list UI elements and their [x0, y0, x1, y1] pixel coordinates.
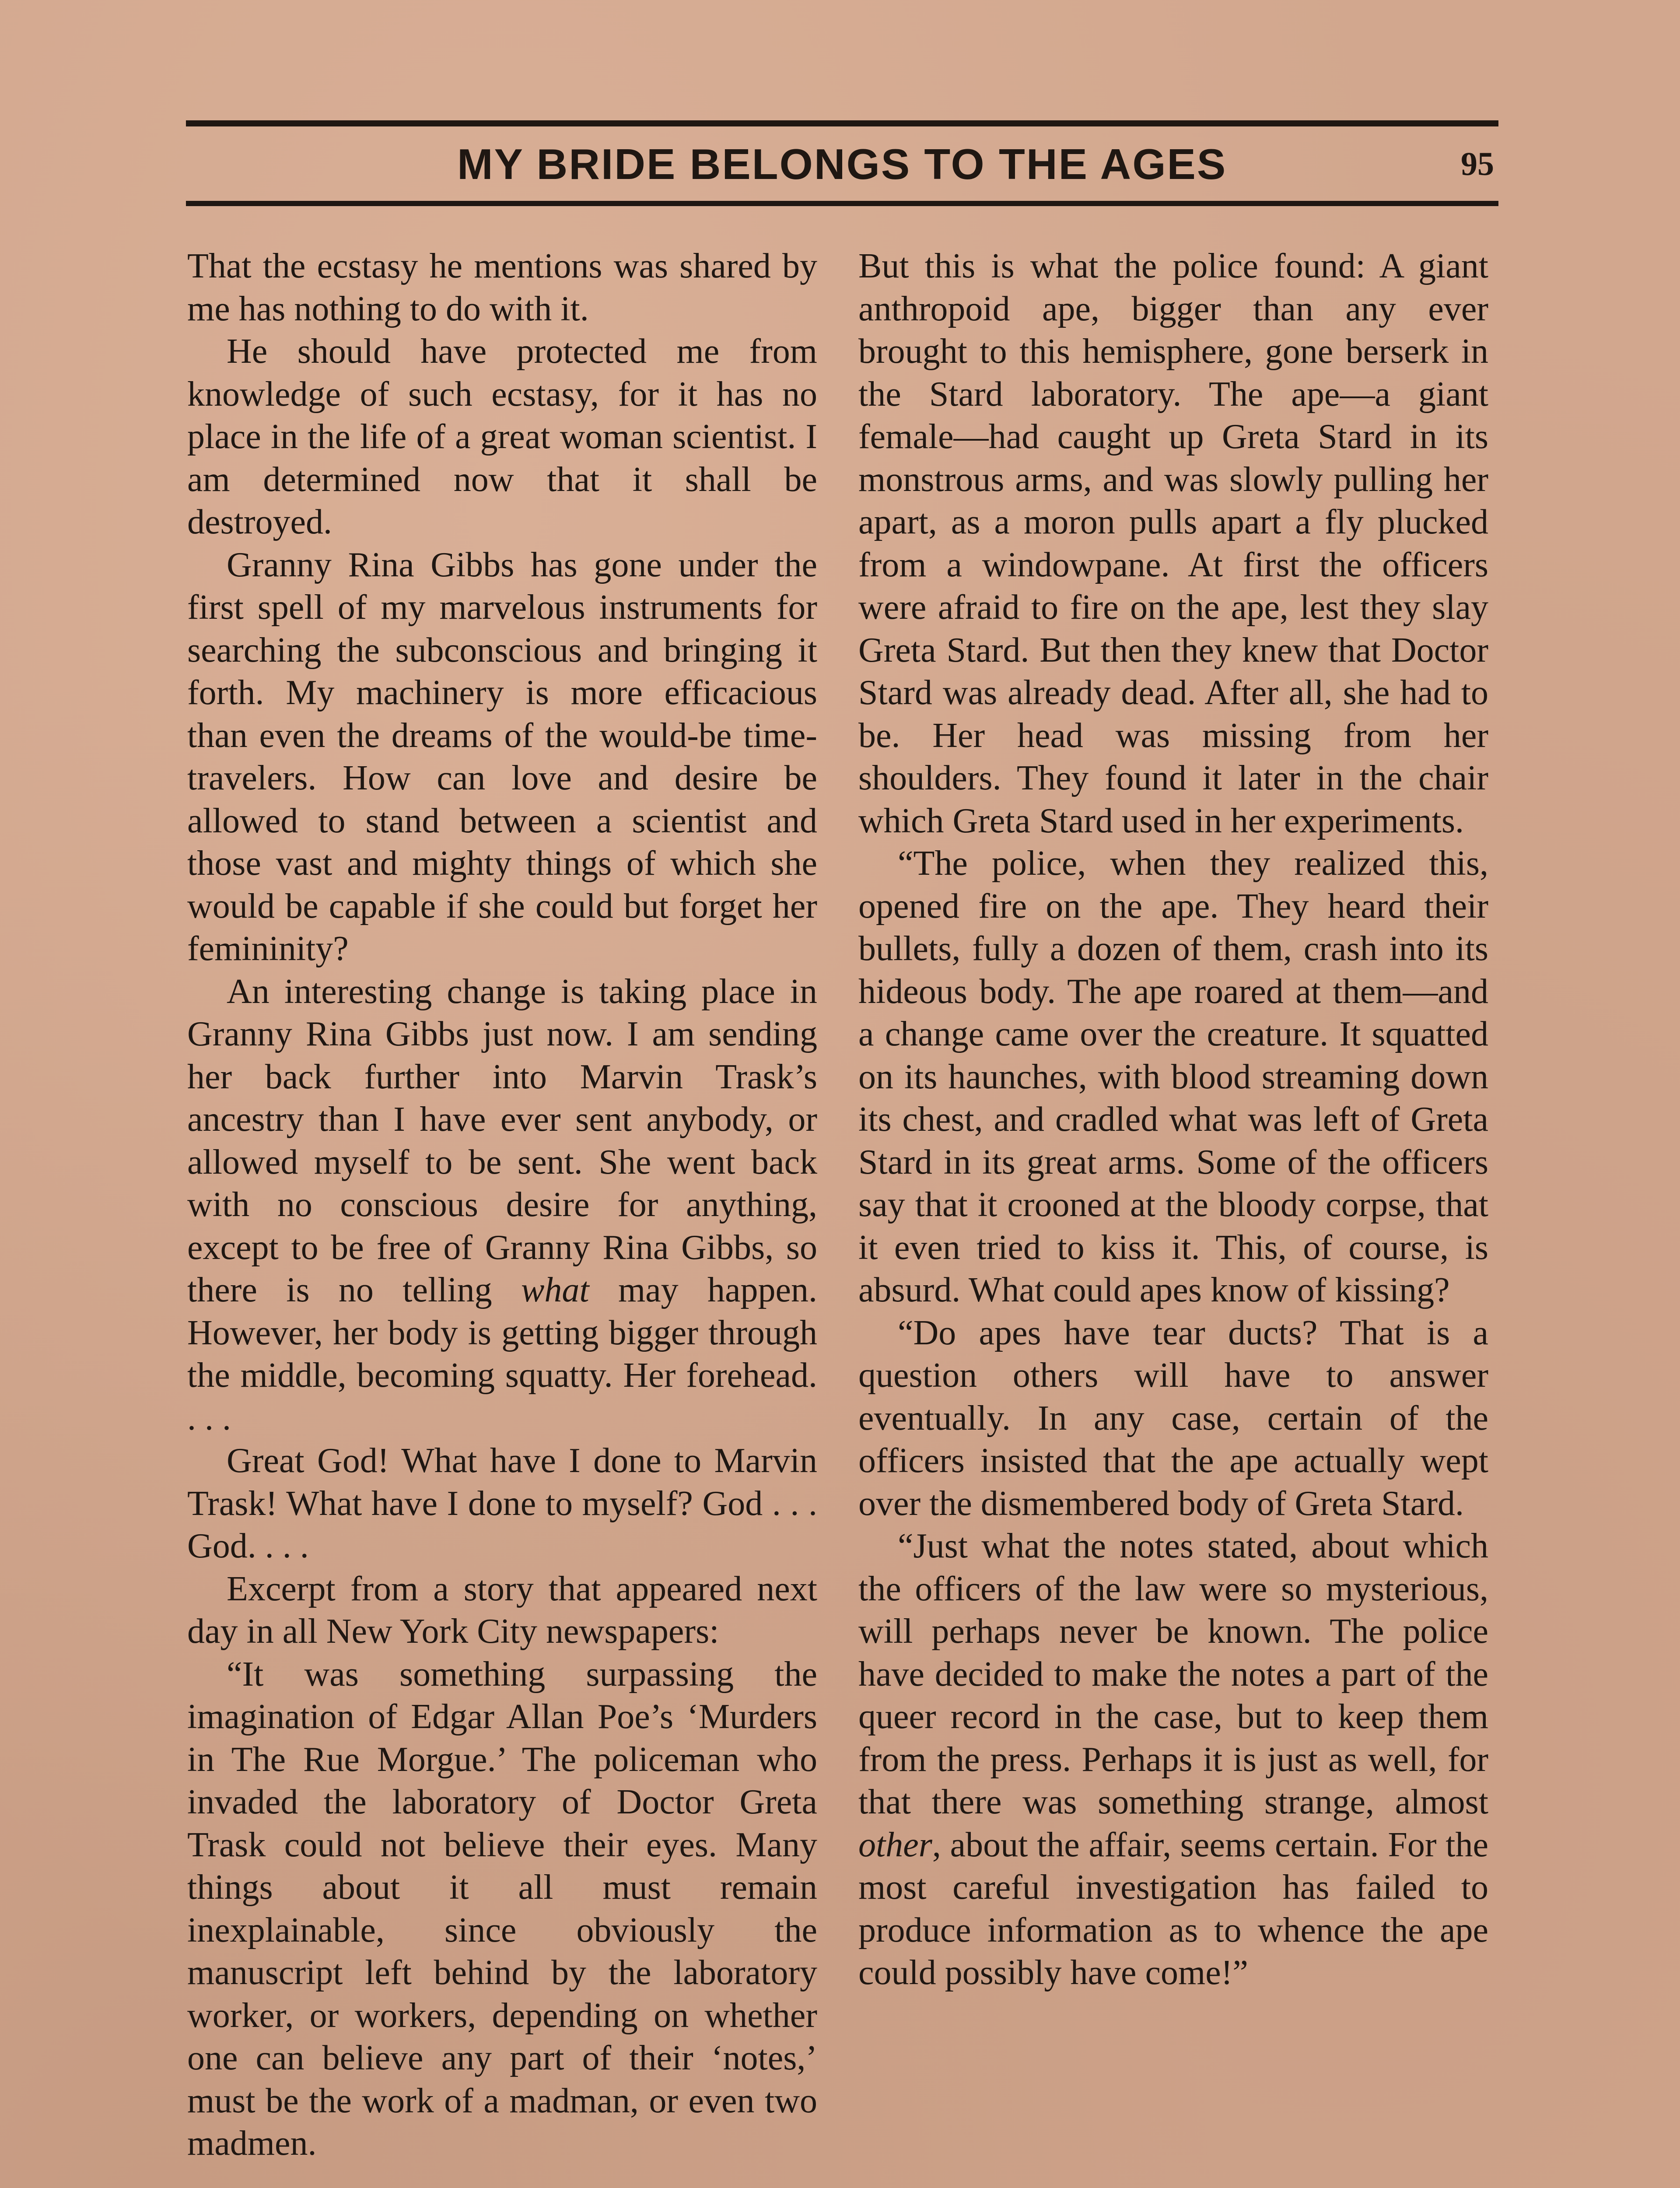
paragraph: Great God! What have I done to Marvin Trask! What have I done to myself? God . . . God. . . .: [187, 1441, 817, 1565]
right-text-column: [858, 245, 1488, 1995]
paragraph-text: may happen. However, her body is getting bigger through the middle, becoming squatty. Her forehead. . . .: [187, 1271, 818, 1438]
paragraph-text: An interesting change is taking place in Granny Rina Gibbs just now. I am sending her back further into Marvin Trask’s ancestry than I have ever sent anybody, or allowed myself to be sent. She went back with no conscious desire for anything, except to be free of Granny Rina Gibbs, so there is no telling: [187, 972, 817, 1309]
paragraph: “It was something surpassing the imagination of Edgar Allan Poe’s ‘Murders in The Rue Morgue.’ The policeman who invaded the laboratory of Doctor Greta Trask could not believe their eyes. Many things about it all must remain inexplainable, since obviously the manuscript left behind by the laboratory worker, or workers, depending on whether one can believe any part of their ‘notes,’ must be the work of a madman, or even two madmen.: [187, 1655, 817, 2163]
paragraph: But this is what the police found: A giant anthropoid ape, bigger than any ever brought to this hemisphere, gone berserk in the Stard laboratory. The ape—a giant female—had caught up Greta Stard in its monstrous arms, and was slowly pulling her apart, as a moron pulls apart a fly plucked from a windowpane. At first the officers were afraid to fire on the ape, lest they slay Greta Stard. But then they knew that Doctor Stard was already dead. After all, she had to be. Her head was missing from her shoulders. They found it later in the chair which Greta Stard used in her experiments.: [858, 247, 1488, 840]
paragraph: That the ecstasy he mentions was shared by me has nothing to do with it.: [187, 247, 817, 328]
paragraph: “The police, when they realized this, opened fire on the ape. They heard their bullets, fully a dozen of them, crash into its hideous body. The ape roared at them—and a change came over the creature. It squatted on its haunches, with blood streaming down its chest, and cradled what was left of Greta Stard in its great arms. Some of the officers say that it crooned at the bloody corpse, that it even tried to kiss it. This, of course, is absurd. What could apes know of kissing?: [858, 844, 1488, 1309]
italic-word: what: [521, 1271, 589, 1309]
paragraph: Granny Rina Gibbs has gone under the first spell of my marvelous instruments for searching the subconscious and bringing it forth. My machinery is more efficacious than even the dreams of the would-be time-travelers. How can love and desire be allowed to stand between a scientist and those vast and mighty things of which she would be capable if she could but forget her femininity?: [187, 545, 817, 968]
paragraph-with-italic: [858, 1525, 1488, 1995]
paragraph-text: “Just what the notes stated, about which the officers of the law were so mysterious, will perhaps never be known. The police have decided to make the notes a part of the queer record in the case, but to keep them from the press. Perhaps it is just as well, for that there was something strange, almost: [858, 1527, 1488, 1821]
page-header: [186, 120, 1498, 208]
page-number: 95: [1461, 146, 1494, 182]
italic-word: other: [858, 1825, 932, 1864]
paragraph: He should have protected me from knowledge of such ecstasy, for it has no place in the life of a great woman scientist. I am determined now that it shall be destroyed.: [187, 332, 817, 541]
paragraph-with-italic: [187, 971, 817, 1440]
left-text-column: [187, 245, 817, 2165]
header-top-rule: [186, 120, 1498, 126]
running-title: MY BRIDE BELONGS TO THE AGES: [457, 140, 1227, 188]
header-bottom-rule: [186, 201, 1498, 206]
paragraph: Excerpt from a story that appeared next day in all New York City newspapers:: [187, 1569, 817, 1651]
paragraph: “Do apes have tear ducts? That is a question others will have to answer eventually. In any case, certain of the officers insisted that the ape actually wept over the dismembered body of Greta Stard.: [858, 1313, 1488, 1523]
paragraph-text: , about the affair, seems certain. For the most careful investigation has failed to produce information as to whence the ape could possibly have come!”: [858, 1825, 1488, 1992]
